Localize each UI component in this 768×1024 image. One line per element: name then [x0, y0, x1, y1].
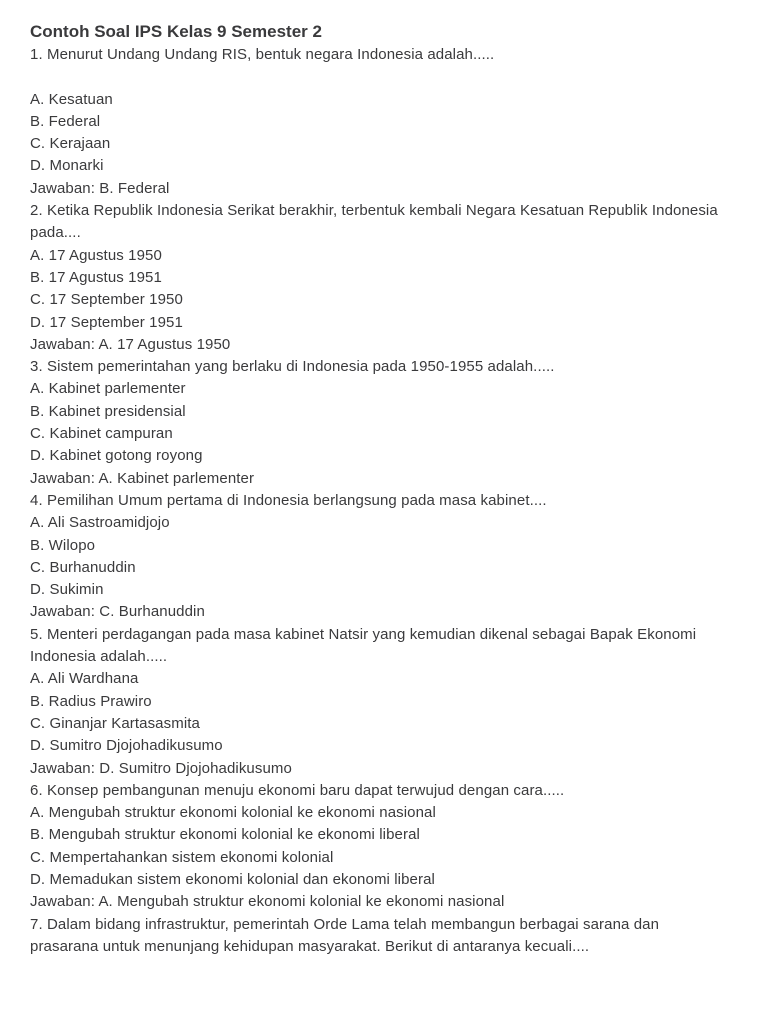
q4-option-c: C. Burhanuddin	[30, 558, 136, 576]
q2-option-b: B. 17 Agustus 1951	[30, 268, 162, 286]
q3-option-d: D. Kabinet gotong royong	[30, 447, 203, 465]
q5-answer: Jawaban: D. Sumitro Djojohadikusumo	[30, 759, 292, 777]
q1-option-b: B. Federal	[30, 112, 101, 130]
q1-answer: Jawaban: B. Federal	[30, 179, 170, 197]
q6-option-c: C. Mempertahankan sistem ekonomi kolonial	[30, 848, 334, 866]
q3-option-a: A. Kabinet parlementer	[30, 380, 186, 398]
q2-answer: Jawaban: A. 17 Agustus 1950	[30, 335, 231, 353]
q6-option-b: B. Mengubah struktur ekonomi kolonial ke ekonomi liberal	[30, 826, 420, 844]
question-5: 5. Menteri perdagangan pada masa kabinet Natsir yang kemudian dikenal sebagai Bapak Ekonomi Indonesia adalah.....	[30, 625, 697, 666]
q5-option-a: A. Ali Wardhana	[30, 670, 139, 688]
q6-answer: Jawaban: A. Mengubah struktur ekonomi kolonial ke ekonomi nasional	[30, 893, 505, 911]
question-6: 6. Konsep pembangunan menuju ekonomi baru dapat terwujud dengan cara.....	[30, 781, 565, 799]
question-4: 4. Pemilihan Umum pertama di Indonesia berlangsung pada masa kabinet....	[30, 491, 547, 509]
q2-option-c: C. 17 September 1950	[30, 291, 183, 309]
q5-option-d: D. Sumitro Djojohadikusumo	[30, 737, 223, 755]
q3-option-c: C. Kabinet campuran	[30, 425, 173, 443]
question-3: 3. Sistem pemerintahan yang berlaku di Indonesia pada 1950-1955 adalah.....	[30, 358, 555, 376]
q4-option-b: B. Wilopo	[30, 536, 96, 554]
q1-option-d: D. Monarki	[30, 157, 104, 175]
q3-option-b: B. Kabinet presidensial	[30, 402, 186, 420]
blank-line	[30, 66, 730, 88]
q4-option-a: A. Ali Sastroamidjojo	[30, 514, 170, 532]
document-page	[30, 20, 730, 958]
page-title: Contoh Soal IPS Kelas 9 Semester 2	[30, 22, 322, 41]
q6-option-d: D. Memadukan sistem ekonomi kolonial dan ekonomi liberal	[30, 870, 435, 888]
q2-option-a: A. 17 Agustus 1950	[30, 246, 162, 264]
q2-option-d: D. 17 September 1951	[30, 313, 183, 331]
q4-answer: Jawaban: C. Burhanuddin	[30, 603, 205, 621]
q5-option-c: C. Ginanjar Kartasasmita	[30, 714, 200, 732]
q5-option-b: B. Radius Prawiro	[30, 692, 152, 710]
question-2: 2. Ketika Republik Indonesia Serikat berakhir, terbentuk kembali Negara Kesatuan Republik Indonesia pada....	[30, 202, 718, 242]
q6-option-a: A. Mengubah struktur ekonomi kolonial ke ekonomi nasional	[30, 804, 436, 822]
q1-option-a: A. Kesatuan	[30, 90, 113, 108]
question-1: 1. Menurut Undang Undang RIS, bentuk negara Indonesia adalah.....	[30, 46, 495, 63]
q4-option-d: D. Sukimin	[30, 581, 104, 599]
q1-option-c: C. Kerajaan	[30, 135, 111, 153]
document-content	[30, 44, 730, 958]
q3-answer: Jawaban: A. Kabinet parlementer	[30, 469, 255, 487]
question-7: 7. Dalam bidang infrastruktur, pemerintah Orde Lama telah membangun berbagai sarana dan prasarana untuk menunjang kehidupan masyarakat. Berikut di antaranya kecuali....	[30, 915, 660, 955]
